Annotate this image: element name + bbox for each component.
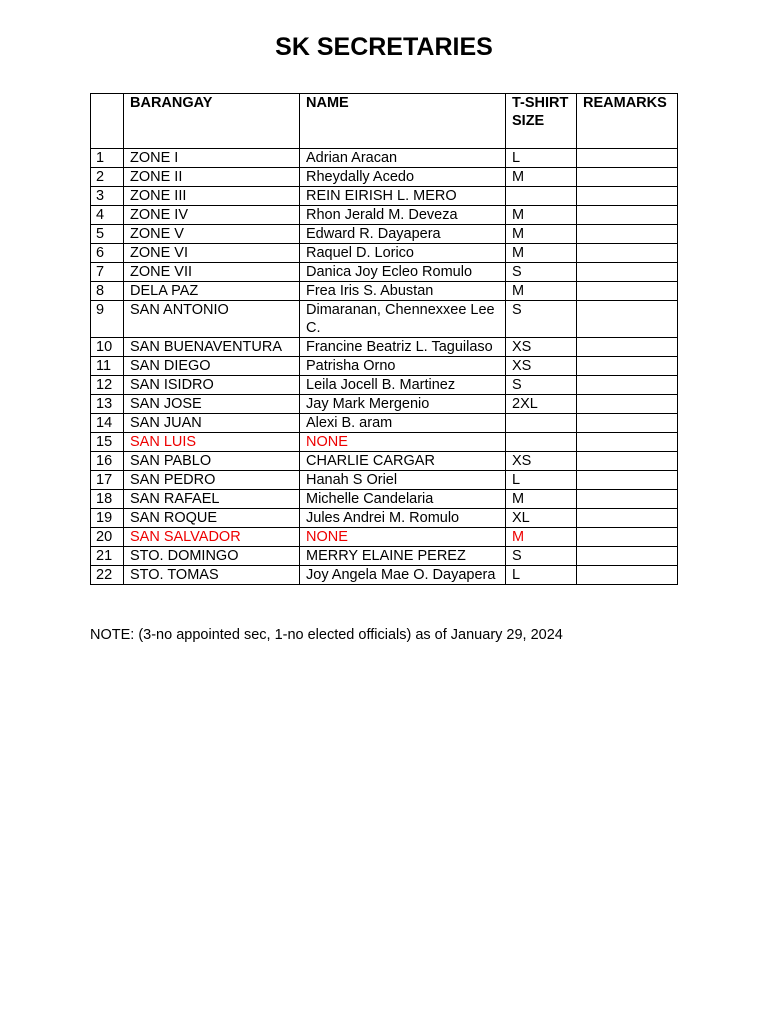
cell-remarks bbox=[577, 528, 678, 547]
cell-number: 2 bbox=[91, 168, 124, 187]
cell-number: 21 bbox=[91, 547, 124, 566]
cell-number: 11 bbox=[91, 357, 124, 376]
table-row bbox=[91, 282, 678, 301]
cell-number: 4 bbox=[91, 206, 124, 225]
cell-name: Danica Joy Ecleo Romulo bbox=[300, 263, 506, 282]
cell-barangay: SAN ANTONIO bbox=[124, 301, 300, 338]
cell-number: 5 bbox=[91, 225, 124, 244]
cell-remarks bbox=[577, 433, 678, 452]
cell-number: 6 bbox=[91, 244, 124, 263]
table-row bbox=[91, 433, 678, 452]
cell-tshirt-size: S bbox=[506, 263, 577, 282]
cell-tshirt-size: 2XL bbox=[506, 395, 577, 414]
cell-number: 22 bbox=[91, 566, 124, 585]
cell-remarks bbox=[577, 509, 678, 528]
cell-remarks bbox=[577, 395, 678, 414]
cell-barangay: ZONE III bbox=[124, 187, 300, 206]
table-row bbox=[91, 376, 678, 395]
cell-number: 20 bbox=[91, 528, 124, 547]
cell-barangay: SAN RAFAEL bbox=[124, 490, 300, 509]
cell-tshirt-size bbox=[506, 187, 577, 206]
cell-number: 17 bbox=[91, 471, 124, 490]
cell-name: REIN EIRISH L. MERO bbox=[300, 187, 506, 206]
cell-barangay: STO. DOMINGO bbox=[124, 547, 300, 566]
cell-remarks bbox=[577, 471, 678, 490]
cell-tshirt-size: L bbox=[506, 149, 577, 168]
cell-barangay: SAN ROQUE bbox=[124, 509, 300, 528]
cell-remarks bbox=[577, 282, 678, 301]
cell-number: 1 bbox=[91, 149, 124, 168]
cell-barangay: ZONE II bbox=[124, 168, 300, 187]
cell-name: Francine Beatriz L. Taguilaso bbox=[300, 338, 506, 357]
table-row bbox=[91, 547, 678, 566]
cell-barangay: ZONE VII bbox=[124, 263, 300, 282]
cell-remarks bbox=[577, 357, 678, 376]
cell-name: CHARLIE CARGAR bbox=[300, 452, 506, 471]
cell-tshirt-size: S bbox=[506, 547, 577, 566]
table-row bbox=[91, 566, 678, 585]
table-row bbox=[91, 357, 678, 376]
cell-name: Raquel D. Lorico bbox=[300, 244, 506, 263]
cell-tshirt-size: S bbox=[506, 301, 577, 338]
table-row bbox=[91, 301, 678, 338]
cell-tshirt-size bbox=[506, 433, 577, 452]
cell-tshirt-size: XS bbox=[506, 338, 577, 357]
cell-number: 9 bbox=[91, 301, 124, 338]
cell-barangay: SAN LUIS bbox=[124, 433, 300, 452]
table-header-row bbox=[91, 94, 678, 149]
cell-name: Jay Mark Mergenio bbox=[300, 395, 506, 414]
cell-remarks bbox=[577, 301, 678, 338]
cell-tshirt-size: XS bbox=[506, 452, 577, 471]
cell-name: NONE bbox=[300, 528, 506, 547]
cell-name: Alexi B. aram bbox=[300, 414, 506, 433]
cell-number: 13 bbox=[91, 395, 124, 414]
cell-number: 19 bbox=[91, 509, 124, 528]
cell-name: Hanah S Oriel bbox=[300, 471, 506, 490]
cell-barangay: ZONE V bbox=[124, 225, 300, 244]
table-row bbox=[91, 244, 678, 263]
cell-barangay: ZONE I bbox=[124, 149, 300, 168]
table-row bbox=[91, 452, 678, 471]
cell-tshirt-size: M bbox=[506, 490, 577, 509]
cell-remarks bbox=[577, 263, 678, 282]
cell-remarks bbox=[577, 547, 678, 566]
table-row bbox=[91, 414, 678, 433]
cell-tshirt-size: M bbox=[506, 282, 577, 301]
cell-remarks bbox=[577, 168, 678, 187]
cell-remarks bbox=[577, 338, 678, 357]
cell-tshirt-size: XS bbox=[506, 357, 577, 376]
cell-barangay: DELA PAZ bbox=[124, 282, 300, 301]
cell-barangay: SAN BUENAVENTURA bbox=[124, 338, 300, 357]
table-row bbox=[91, 528, 678, 547]
cell-remarks bbox=[577, 206, 678, 225]
table-row bbox=[91, 471, 678, 490]
cell-barangay: SAN JOSE bbox=[124, 395, 300, 414]
cell-number: 18 bbox=[91, 490, 124, 509]
cell-remarks bbox=[577, 225, 678, 244]
cell-remarks bbox=[577, 414, 678, 433]
cell-number: 8 bbox=[91, 282, 124, 301]
cell-name: Dimaranan, Chennexxee Lee C. bbox=[300, 301, 506, 338]
table-row bbox=[91, 206, 678, 225]
cell-name: Rheydally Acedo bbox=[300, 168, 506, 187]
cell-barangay: SAN PABLO bbox=[124, 452, 300, 471]
table-row bbox=[91, 263, 678, 282]
cell-number: 14 bbox=[91, 414, 124, 433]
header-name: NAME bbox=[300, 94, 506, 149]
cell-tshirt-size bbox=[506, 414, 577, 433]
cell-tshirt-size: M bbox=[506, 206, 577, 225]
cell-tshirt-size: M bbox=[506, 244, 577, 263]
footnote: NOTE: (3-no appointed sec, 1-no elected officials) as of January 29, 2024 bbox=[90, 627, 563, 643]
cell-name: NONE bbox=[300, 433, 506, 452]
cell-tshirt-size: XL bbox=[506, 509, 577, 528]
cell-barangay: SAN PEDRO bbox=[124, 471, 300, 490]
cell-tshirt-size: M bbox=[506, 225, 577, 244]
cell-tshirt-size: L bbox=[506, 566, 577, 585]
cell-remarks bbox=[577, 452, 678, 471]
cell-remarks bbox=[577, 149, 678, 168]
cell-number: 7 bbox=[91, 263, 124, 282]
cell-name: Joy Angela Mae O. Dayapera bbox=[300, 566, 506, 585]
table-row bbox=[91, 509, 678, 528]
table-row bbox=[91, 149, 678, 168]
header-number bbox=[91, 94, 124, 149]
cell-name: Patrisha Orno bbox=[300, 357, 506, 376]
cell-name: MERRY ELAINE PEREZ bbox=[300, 547, 506, 566]
cell-tshirt-size: S bbox=[506, 376, 577, 395]
table-row bbox=[91, 490, 678, 509]
table-row bbox=[91, 338, 678, 357]
cell-name: Michelle Candelaria bbox=[300, 490, 506, 509]
header-remarks: REAMARKS bbox=[577, 94, 678, 149]
cell-name: Jules Andrei M. Romulo bbox=[300, 509, 506, 528]
cell-name: Adrian Aracan bbox=[300, 149, 506, 168]
cell-barangay: SAN DIEGO bbox=[124, 357, 300, 376]
cell-barangay: SAN JUAN bbox=[124, 414, 300, 433]
header-tshirt-size: T-SHIRT SIZE bbox=[506, 94, 577, 149]
cell-barangay: SAN SALVADOR bbox=[124, 528, 300, 547]
cell-number: 3 bbox=[91, 187, 124, 206]
cell-remarks bbox=[577, 376, 678, 395]
table-row bbox=[91, 395, 678, 414]
cell-remarks bbox=[577, 244, 678, 263]
cell-remarks bbox=[577, 566, 678, 585]
cell-barangay: ZONE IV bbox=[124, 206, 300, 225]
cell-number: 16 bbox=[91, 452, 124, 471]
table-row bbox=[91, 225, 678, 244]
table-row bbox=[91, 168, 678, 187]
cell-number: 15 bbox=[91, 433, 124, 452]
secretaries-table bbox=[90, 93, 678, 585]
cell-barangay: ZONE VI bbox=[124, 244, 300, 263]
cell-number: 12 bbox=[91, 376, 124, 395]
header-barangay: BARANGAY bbox=[124, 94, 300, 149]
cell-remarks bbox=[577, 490, 678, 509]
table-row bbox=[91, 187, 678, 206]
cell-tshirt-size: L bbox=[506, 471, 577, 490]
cell-tshirt-size: M bbox=[506, 168, 577, 187]
cell-tshirt-size: M bbox=[506, 528, 577, 547]
cell-name: Rhon Jerald M. Deveza bbox=[300, 206, 506, 225]
cell-name: Leila Jocell B. Martinez bbox=[300, 376, 506, 395]
cell-name: Frea Iris S. Abustan bbox=[300, 282, 506, 301]
cell-name: Edward R. Dayapera bbox=[300, 225, 506, 244]
page-title: SK SECRETARIES bbox=[275, 33, 493, 61]
cell-number: 10 bbox=[91, 338, 124, 357]
table-body bbox=[91, 149, 678, 585]
cell-barangay: SAN ISIDRO bbox=[124, 376, 300, 395]
cell-barangay: STO. TOMAS bbox=[124, 566, 300, 585]
cell-remarks bbox=[577, 187, 678, 206]
